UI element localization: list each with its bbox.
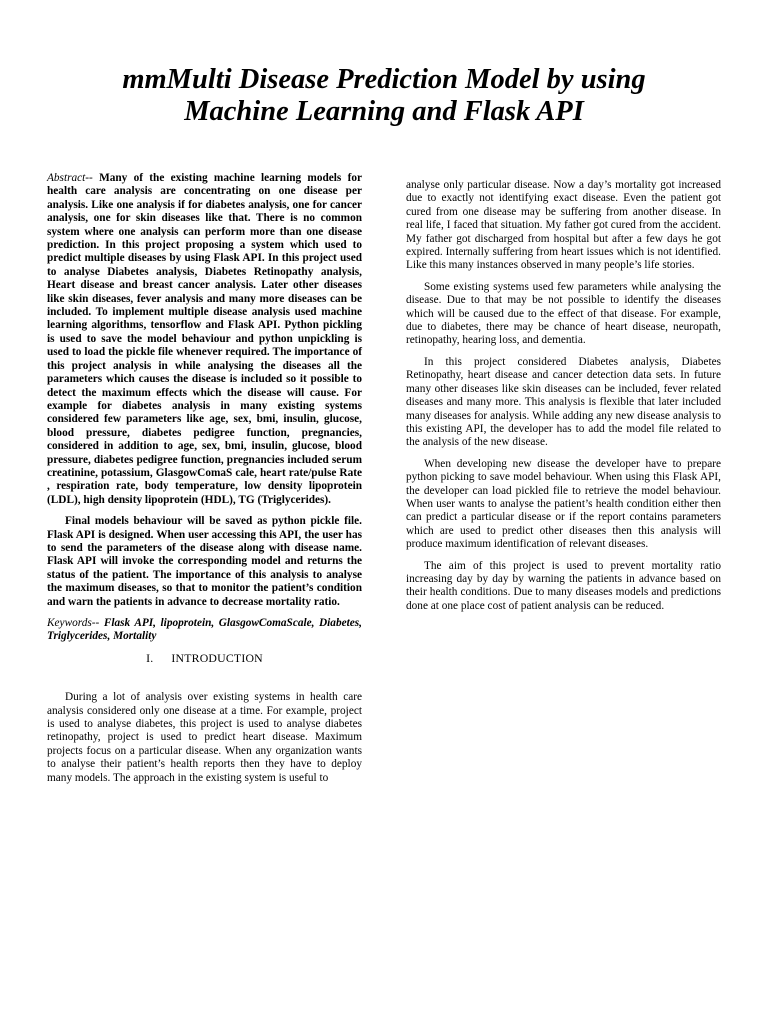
section-number: I. <box>146 650 154 665</box>
paper-title <box>40 64 728 128</box>
title-line-2: Machine Learning and Flask API <box>184 96 584 127</box>
right-paragraph-5: The aim of this project is used to prevent mortality ratio increasing day by day by warning the patients in advance based on their health conditions. Due to many diseases models and predictions done at one place cost of patient analysis can be reduced. <box>406 559 721 612</box>
title-line-1: mmMulti Disease Prediction Model by using <box>122 64 646 95</box>
intro-paragraph-1: During a lot of analysis over existing systems in health care analysis considered only one disease at a time. For example, project is used to analyse diabetes, this project is used to analyse diabetes retinopathy, project is used to predict heart disease. Maximum projects focus on a particular disease. When any organization wants to analyse their patient’s health reports then they have to deploy many models. The approach in the existing system is useful to <box>47 691 362 784</box>
right-paragraph-3: In this project considered Diabetes analysis, Diabetes Retinopathy, heart disease and cancer detection data sets. In future many other diseases like skin diseases can be included, fever related diseases and many more. This analysis is flexible that later included many diseases for analysis. While adding any new disease analysis to this existing API, the developer has to add the model file related to the analysis of the new disease. <box>406 355 721 449</box>
right-paragraph-1: analyse only particular disease. Now a day’s mortality got increased due to exactly not identifying exact disease. Even the patient got cured from one disease may be suffering from another disease. In real life, I faced that situation. My father got cured from the accident. My father got discharged from hospital but after a few days he got expired. Internally suffering from heart issues which is not identified. Like this many instances observed in many people’s life stories. <box>406 179 721 272</box>
abstract-label: Abstract-- <box>47 172 93 184</box>
section-title: INTRODUCTION <box>171 650 263 665</box>
right-paragraph-4: When developing new disease the developer have to prepare python picking to save model behaviour. When using this Flask API, the developer can load pickled file to retrieve the model behaviour. When user wants to analyse the patient’s health condition either then can predict a particular disease or if the report contains parameters which are used to predict other diseases then this analysis will produce maximum identification of relevant diseases. <box>406 457 721 551</box>
abstract-paragraph-2: Final models behaviour will be saved as python pickle file. Flask API is designed. When user accessing this API, the user has to send the parameters of the disease along with disease name. Flask API will invoke the corresponding model and returns the status of the patient. The importance of this analysis to analyse the maximum diseases, so that to monitor the patient’s condition and warn the patients in advance to decrease mortality ratio. <box>47 515 362 608</box>
right-column <box>406 179 721 621</box>
abstract-text: Many of the existing machine learning models for health care analysis are concentrating on one disease per analysis. Like one analysis if for diabetes analysis, one for cancer analysis, one for skin diseases like that. There is no common system where one analysis can perform more than one disease prediction. In this project proposing a system which used to predict multiple diseases by using Flask API. In this project used to analyse Diabetes analysis, Diabetes Retinopathy analysis, Heart disease and breast cancer analysis. Later other diseases like skin diseases, fever analysis and many more diseases can be included. To implement multiple disease analysis used machine learning algorithms, tensorflow and Flask API. Python pickling is used to save the model behaviour and python unpickling is used to load the pickle file whenever required. The importance of this project analysis in while analysing the diseases all the parameters which causes the disease is included so it possible to detect the maximum effects which the disease will cause. For example for diabetes analysis in many existing systems considered few parameters like age, sex, bmi, insulin, glucose, blood pressure, diabetes pedigree function, pregnancies, considered in addition to age, sex, bmi, insulin, glucose, blood pressure, diabetes pedigree function, pregnancies included serum creatinine, potassium, GlasgowComaS cale, heart rate/pulse Rate , respiration rate, body temperature, low density lipoprotein (LDL), high density lipoprotein (HDL), TG (Triglycerides). <box>47 172 362 506</box>
keywords-text: Flask API, lipoprotein, GlasgowComaScale, Diabetes, Triglycerides, Mortality <box>47 617 362 643</box>
abstract-section <box>47 172 362 609</box>
left-column <box>47 172 362 793</box>
section-heading-introduction <box>47 652 362 665</box>
keywords <box>47 617 362 644</box>
abstract-paragraph-1 <box>47 172 362 507</box>
keywords-label: Keywords-- <box>47 617 100 629</box>
right-paragraph-2: Some existing systems used few parameters while analysing the disease. Due to that may be not possible to identify the diseases which will be caused due to the effect of that disease. For example, due to diabetes, there may be chance of heart disease, neuropath, retinopathy, hearing loss, and dementia. <box>406 280 721 347</box>
